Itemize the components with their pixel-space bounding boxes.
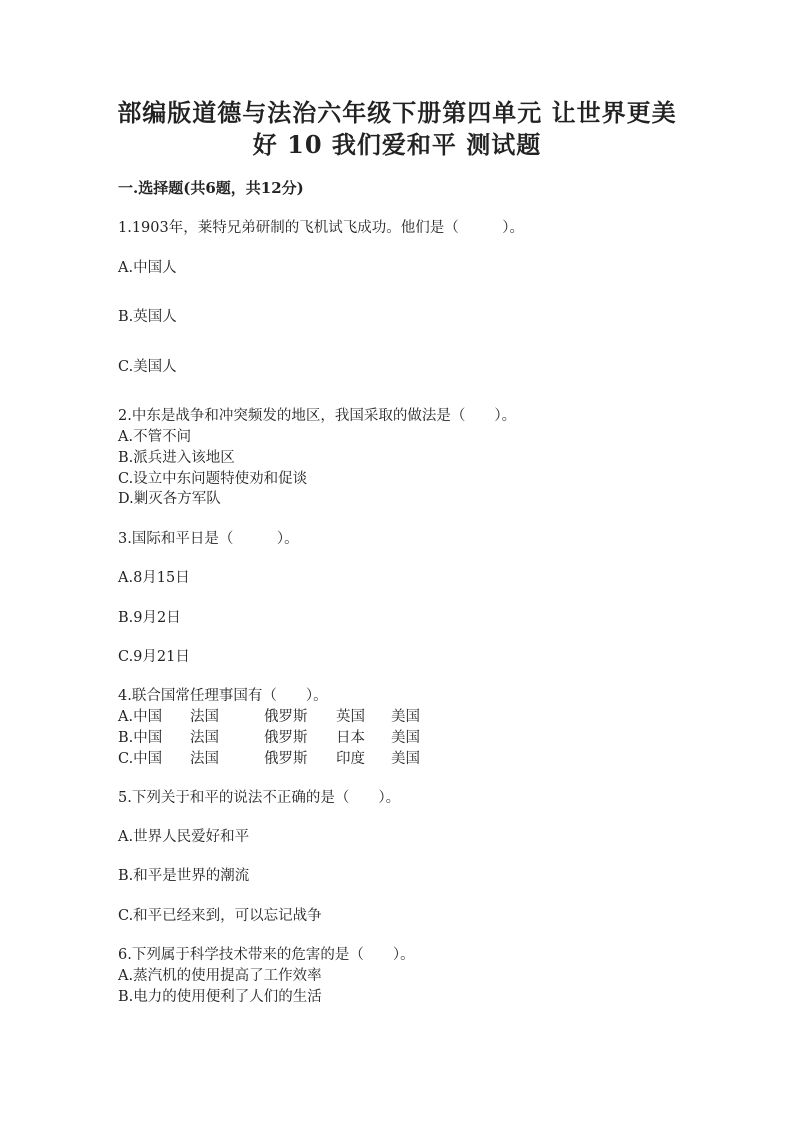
- question-5-option-c: C.和平已经来到，可以忘记战争: [118, 908, 322, 924]
- option-cell: 俄罗斯: [264, 709, 308, 725]
- question-1-stem: 1.1903年，莱特兄弟研制的飞机试飞成功。他们是（ ）。: [118, 220, 524, 236]
- section-heading: 一.选择题(共6题，共12分): [118, 179, 304, 197]
- question-2-option-a: A.不管不问: [118, 429, 192, 445]
- question-1-option-c: C.美国人: [118, 359, 177, 375]
- option-cell: 英国: [336, 709, 365, 725]
- page-title-line2: 好 10 我们爱和平 测试题: [252, 130, 542, 159]
- option-cell: 印度: [336, 751, 365, 767]
- question-1-option-a: A.中国人: [118, 260, 177, 276]
- option-cell: 日本: [336, 730, 365, 746]
- question-3-stem: 3.国际和平日是（ ）。: [118, 531, 299, 547]
- option-cell: 法国: [190, 709, 219, 725]
- option-cell: 美国: [391, 730, 420, 746]
- option-cell: 美国: [391, 709, 420, 725]
- question-3-option-c: C.9月21日: [118, 649, 190, 665]
- question-2-option-d: D.剿灭各方军队: [118, 491, 221, 507]
- question-4-stem: 4.联合国常任理事国有（ ）。: [118, 688, 328, 704]
- option-cell: 法国: [190, 730, 219, 746]
- question-5-option-b: B.和平是世界的潮流: [118, 868, 250, 884]
- question-1-option-b: B.英国人: [118, 309, 177, 325]
- option-cell: B.中国: [118, 730, 163, 746]
- question-6-option-b: B.电力的使用便利了人们的生活: [118, 989, 322, 1005]
- question-5-option-a: A.世界人民爱好和平: [118, 829, 250, 845]
- question-6-stem: 6.下列属于科学技术带来的危害的是（ ）。: [118, 947, 415, 963]
- question-3-option-a: A.8月15日: [118, 570, 190, 586]
- option-cell: 俄罗斯: [264, 751, 308, 767]
- option-cell: 法国: [190, 751, 219, 767]
- question-3-option-b: B.9月2日: [118, 610, 181, 626]
- option-cell: C.中国: [118, 751, 163, 767]
- question-2-option-c: C.设立中东问题特使劝和促谈: [118, 471, 308, 487]
- option-cell: 俄罗斯: [264, 730, 308, 746]
- question-6-option-a: A.蒸汽机的使用提高了工作效率: [118, 968, 322, 984]
- option-cell: A.中国: [118, 709, 163, 725]
- question-2-stem: 2.中东是战争和冲突频发的地区，我国采取的做法是（ ）。: [118, 408, 517, 424]
- page-title-line1: 部编版道德与法治六年级下册第四单元 让世界更美: [117, 98, 677, 127]
- question-2-option-b: B.派兵进入该地区: [118, 450, 235, 466]
- question-5-stem: 5.下列关于和平的说法不正确的是（ ）。: [118, 790, 401, 806]
- option-cell: 美国: [391, 751, 420, 767]
